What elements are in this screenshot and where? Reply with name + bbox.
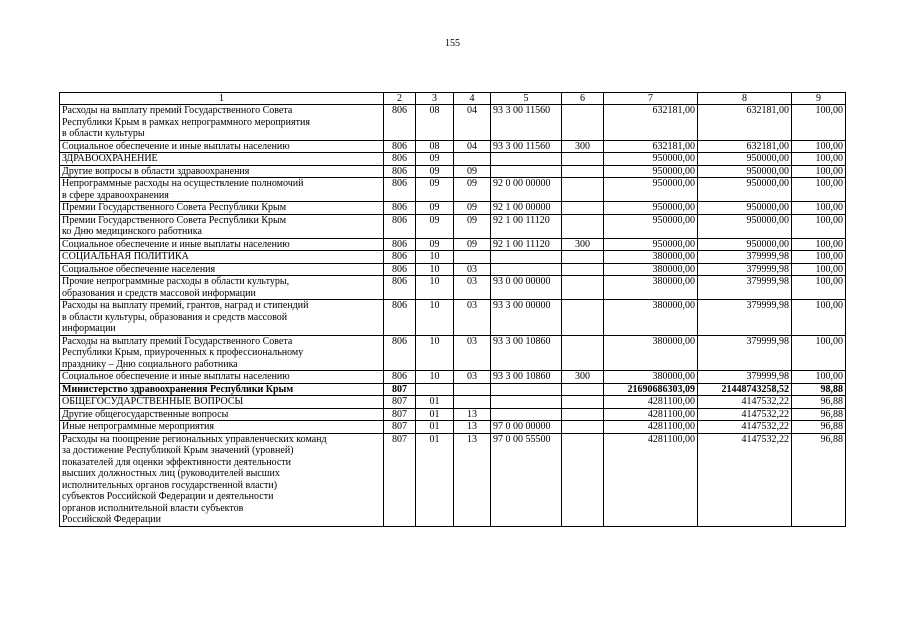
section-code-cell: 08 [416, 140, 454, 153]
planned-amount-cell: 380000,00 [604, 300, 698, 336]
planned-amount-cell: 950000,00 [604, 238, 698, 251]
execution-percent-cell: 100,00 [792, 238, 846, 251]
expense-type-cell [562, 433, 604, 526]
expense-type-cell [562, 335, 604, 371]
page-number: 155 [445, 38, 460, 49]
execution-percent-cell: 100,00 [792, 276, 846, 300]
expense-type-cell [562, 421, 604, 434]
chapter-code-cell: 806 [384, 153, 416, 166]
subsection-code-cell [454, 383, 491, 396]
header-cell-6: 6 [562, 93, 604, 105]
planned-amount-cell: 4281100,00 [604, 421, 698, 434]
row-label-line: Премии Государственного Совета Республики Крым [62, 202, 287, 213]
expense-type-cell [562, 408, 604, 421]
planned-amount-cell: 380000,00 [604, 276, 698, 300]
row-label-cell [60, 165, 384, 178]
row-label-line: Расходы на выплату премий Государственного Совета [62, 335, 293, 347]
row-label-line: Расходы на выплату премий Государственного Совета [62, 105, 293, 116]
planned-amount-cell: 950000,00 [604, 153, 698, 166]
row-label-cell [60, 153, 384, 166]
execution-percent-cell: 96,88 [792, 396, 846, 409]
section-code-cell [416, 383, 454, 396]
header-row [60, 93, 846, 105]
table-row [60, 202, 846, 215]
table-row [60, 263, 846, 276]
row-label-cell [60, 383, 384, 396]
table-row [60, 300, 846, 336]
subsection-code-cell [454, 153, 491, 166]
section-code-cell: 01 [416, 408, 454, 421]
chapter-code-cell: 807 [384, 383, 416, 396]
table-row [60, 396, 846, 409]
row-label-line: Премии Государственного Совета Республики Крым [62, 214, 287, 226]
row-label-line: Республики Крым в рамках непрограммного мероприятия [62, 116, 310, 128]
planned-amount-cell: 380000,00 [604, 251, 698, 264]
planned-amount-cell: 950000,00 [604, 165, 698, 178]
target-article-cell: 93 3 00 11560 [491, 140, 562, 153]
subsection-code-cell: 03 [454, 371, 491, 384]
header-cell-7: 7 [604, 93, 698, 105]
section-code-cell: 09 [416, 153, 454, 166]
expense-type-cell [562, 276, 604, 300]
planned-amount-cell: 4281100,00 [604, 433, 698, 526]
planned-amount-cell: 950000,00 [604, 178, 698, 202]
target-article-cell [491, 408, 562, 421]
section-code-cell: 09 [416, 238, 454, 251]
row-label-line: ко Дню медицинского работника [62, 226, 202, 237]
row-label-line: Социальное обеспечение и иные выплаты населению [62, 371, 290, 382]
execution-percent-cell: 96,88 [792, 408, 846, 421]
execution-percent-cell: 100,00 [792, 165, 846, 178]
section-code-cell: 01 [416, 396, 454, 409]
table-row [60, 408, 846, 421]
row-label-cell [60, 408, 384, 421]
row-label-cell [60, 396, 384, 409]
row-label-line: Иные непрограммные мероприятия [62, 421, 214, 432]
row-label-line: показателей для оценки эффективности деятельности [62, 456, 291, 468]
subsection-code-cell: 03 [454, 263, 491, 276]
executed-amount-cell: 4147532,22 [698, 433, 792, 526]
chapter-code-cell: 806 [384, 178, 416, 202]
executed-amount-cell: 21448743258,52 [698, 383, 792, 396]
subsection-code-cell: 09 [454, 165, 491, 178]
row-label-line: Социальное обеспечение населения [62, 263, 216, 275]
chapter-code-cell: 807 [384, 433, 416, 526]
chapter-code-cell: 806 [384, 371, 416, 384]
executed-amount-cell: 379999,98 [698, 276, 792, 300]
chapter-code-cell: 806 [384, 276, 416, 300]
section-code-cell: 10 [416, 335, 454, 371]
execution-percent-cell: 100,00 [792, 140, 846, 153]
row-label-cell [60, 276, 384, 300]
expense-type-cell [562, 165, 604, 178]
subsection-code-cell: 09 [454, 214, 491, 238]
execution-percent-cell: 98,88 [792, 383, 846, 396]
table-row [60, 433, 846, 526]
section-code-cell: 10 [416, 371, 454, 384]
row-label-line: СОЦИАЛЬНАЯ ПОЛИТИКА [62, 251, 189, 262]
section-code-cell: 10 [416, 263, 454, 276]
target-article-cell: 92 1 00 11120 [491, 238, 562, 251]
table-row [60, 238, 846, 251]
executed-amount-cell: 632181,00 [698, 140, 792, 153]
planned-amount-cell: 632181,00 [604, 105, 698, 141]
chapter-code-cell: 806 [384, 335, 416, 371]
target-article-cell: 92 0 00 00000 [491, 178, 562, 202]
executed-amount-cell: 379999,98 [698, 263, 792, 276]
header-cell-4: 4 [454, 93, 491, 105]
subsection-code-cell: 09 [454, 238, 491, 251]
execution-percent-cell: 100,00 [792, 153, 846, 166]
table-row [60, 276, 846, 300]
header-cell-3: 3 [416, 93, 454, 105]
target-article-cell [491, 165, 562, 178]
section-code-cell: 08 [416, 105, 454, 141]
row-label-line: органов исполнительной власти субъектов [62, 502, 244, 514]
table-row [60, 105, 846, 141]
expense-type-cell [562, 214, 604, 238]
row-label-line: исполнительных органов государственной власти) [62, 479, 278, 491]
row-label-cell [60, 214, 384, 238]
row-label-line: за достижение Республикой Крым значений (уровней) [62, 445, 294, 456]
executed-amount-cell: 950000,00 [698, 214, 792, 238]
execution-percent-cell: 100,00 [792, 251, 846, 264]
executed-amount-cell: 379999,98 [698, 251, 792, 264]
row-label-line: ЗДРАВООХРАНЕНИЕ [62, 153, 158, 164]
expense-type-cell [562, 202, 604, 215]
execution-percent-cell: 100,00 [792, 263, 846, 276]
row-label-line: субъектов Российской Федерации и деятельности [62, 491, 274, 502]
row-label-line: Расходы на выплату премий, грантов, наград и стипендий [62, 300, 309, 311]
planned-amount-cell: 380000,00 [604, 371, 698, 384]
row-label-cell [60, 263, 384, 276]
row-label-line: образования и средств массовой информации [62, 287, 256, 299]
executed-amount-cell: 379999,98 [698, 335, 792, 371]
row-label-line: Другие общегосударственные вопросы [62, 408, 229, 420]
header-cell-5: 5 [491, 93, 562, 105]
target-article-cell: 93 3 00 11560 [491, 105, 562, 141]
target-article-cell: 97 0 00 00000 [491, 421, 562, 434]
section-code-cell: 09 [416, 165, 454, 178]
executed-amount-cell: 950000,00 [698, 202, 792, 215]
row-label-line: Расходы на поощрение региональных управленческих команд [62, 433, 327, 445]
row-label-line: Социальное обеспечение и иные выплаты населению [62, 238, 290, 250]
executed-amount-cell: 4147532,22 [698, 396, 792, 409]
target-article-cell [491, 396, 562, 409]
target-article-cell: 97 0 00 55500 [491, 433, 562, 526]
chapter-code-cell: 806 [384, 263, 416, 276]
table-row [60, 371, 846, 384]
row-label-cell [60, 433, 384, 526]
planned-amount-cell: 950000,00 [604, 202, 698, 215]
expense-type-cell [562, 396, 604, 409]
chapter-code-cell: 806 [384, 251, 416, 264]
chapter-code-cell: 807 [384, 421, 416, 434]
section-code-cell: 09 [416, 178, 454, 202]
row-label-line: Министерство здравоохранения Республики Крым [62, 383, 294, 395]
execution-percent-cell: 100,00 [792, 335, 846, 371]
target-article-cell: 93 3 00 00000 [491, 300, 562, 336]
table-body [60, 105, 846, 527]
row-label-line: Республики Крым, приуроченных к профессиональному [62, 347, 304, 358]
chapter-code-cell: 807 [384, 396, 416, 409]
table-row [60, 153, 846, 166]
chapter-code-cell: 806 [384, 202, 416, 215]
target-article-cell [491, 383, 562, 396]
row-label-line: в области культуры [62, 128, 145, 139]
row-label-line: Прочие непрограммные расходы в области культуры, [62, 276, 290, 287]
executed-amount-cell: 379999,98 [698, 371, 792, 384]
section-code-cell: 01 [416, 421, 454, 434]
row-label-cell [60, 140, 384, 153]
table-row [60, 383, 846, 396]
chapter-code-cell: 806 [384, 140, 416, 153]
subsection-code-cell: 13 [454, 421, 491, 434]
table-row [60, 214, 846, 238]
row-label-cell [60, 251, 384, 264]
section-code-cell: 10 [416, 300, 454, 336]
chapter-code-cell: 806 [384, 238, 416, 251]
execution-percent-cell: 100,00 [792, 178, 846, 202]
header-cell-8: 8 [698, 93, 792, 105]
chapter-code-cell: 806 [384, 214, 416, 238]
execution-percent-cell: 96,88 [792, 421, 846, 434]
expense-type-cell [562, 383, 604, 396]
table-row [60, 140, 846, 153]
section-code-cell: 09 [416, 214, 454, 238]
planned-amount-cell: 950000,00 [604, 214, 698, 238]
row-label-cell [60, 105, 384, 141]
row-label-line: Непрограммные расходы на осуществление полномочий [62, 178, 304, 189]
target-article-cell [491, 263, 562, 276]
row-label-line: Российской Федерации [62, 514, 162, 525]
subsection-code-cell: 09 [454, 202, 491, 215]
row-label-line: Социальное обеспечение и иные выплаты населению [62, 140, 290, 152]
executed-amount-cell: 950000,00 [698, 153, 792, 166]
target-article-cell [491, 153, 562, 166]
header-cell-9: 9 [792, 93, 846, 105]
execution-percent-cell: 96,88 [792, 433, 846, 526]
chapter-code-cell: 807 [384, 408, 416, 421]
execution-percent-cell: 100,00 [792, 214, 846, 238]
subsection-code-cell: 03 [454, 276, 491, 300]
chapter-code-cell: 806 [384, 105, 416, 141]
expense-type-cell [562, 300, 604, 336]
planned-amount-cell: 21690686303,09 [604, 383, 698, 396]
planned-amount-cell: 380000,00 [604, 263, 698, 276]
row-label-line: ОБЩЕГОСУДАРСТВЕННЫЕ ВОПРОСЫ [62, 396, 244, 407]
target-article-cell [491, 251, 562, 264]
row-label-cell [60, 178, 384, 202]
subsection-code-cell [454, 396, 491, 409]
executed-amount-cell: 4147532,22 [698, 421, 792, 434]
budget-table [59, 92, 846, 527]
subsection-code-cell: 03 [454, 335, 491, 371]
row-label-cell [60, 300, 384, 336]
table-row [60, 178, 846, 202]
table-row [60, 165, 846, 178]
table-row [60, 251, 846, 264]
row-label-line: высших должностных лиц (руководителей высших [62, 468, 280, 479]
row-label-cell [60, 238, 384, 251]
planned-amount-cell: 4281100,00 [604, 396, 698, 409]
target-article-cell: 93 3 00 10860 [491, 335, 562, 371]
planned-amount-cell: 380000,00 [604, 335, 698, 371]
section-code-cell: 10 [416, 251, 454, 264]
expense-type-cell: 300 [562, 238, 604, 251]
target-article-cell: 92 1 00 11120 [491, 214, 562, 238]
execution-percent-cell: 100,00 [792, 202, 846, 215]
execution-percent-cell: 100,00 [792, 300, 846, 336]
row-label-cell [60, 421, 384, 434]
executed-amount-cell: 950000,00 [698, 178, 792, 202]
executed-amount-cell: 632181,00 [698, 105, 792, 141]
subsection-code-cell: 13 [454, 408, 491, 421]
row-label-cell [60, 371, 384, 384]
executed-amount-cell: 950000,00 [698, 238, 792, 251]
execution-percent-cell: 100,00 [792, 105, 846, 141]
execution-percent-cell: 100,00 [792, 371, 846, 384]
expense-type-cell [562, 263, 604, 276]
subsection-code-cell [454, 251, 491, 264]
header-cell-2: 2 [384, 93, 416, 105]
chapter-code-cell: 806 [384, 300, 416, 336]
table-row [60, 335, 846, 371]
section-code-cell: 01 [416, 433, 454, 526]
header-cell-1: 1 [60, 93, 384, 105]
subsection-code-cell: 13 [454, 433, 491, 526]
expense-type-cell [562, 105, 604, 141]
row-label-line: в сфере здравоохранения [62, 189, 169, 201]
target-article-cell: 93 0 00 00000 [491, 276, 562, 300]
planned-amount-cell: 4281100,00 [604, 408, 698, 421]
row-label-line: в области культуры, образования и средств массовой [62, 311, 288, 323]
executed-amount-cell: 4147532,22 [698, 408, 792, 421]
row-label-line: празднику – Дню социального работника [62, 358, 238, 370]
expense-type-cell [562, 153, 604, 166]
executed-amount-cell: 379999,98 [698, 300, 792, 336]
target-article-cell: 93 3 00 10860 [491, 371, 562, 384]
subsection-code-cell: 04 [454, 140, 491, 153]
expense-type-cell: 300 [562, 371, 604, 384]
chapter-code-cell: 806 [384, 165, 416, 178]
expense-type-cell: 300 [562, 140, 604, 153]
target-article-cell: 92 1 00 00000 [491, 202, 562, 215]
expense-type-cell [562, 178, 604, 202]
subsection-code-cell: 03 [454, 300, 491, 336]
section-code-cell: 10 [416, 276, 454, 300]
subsection-code-cell: 04 [454, 105, 491, 141]
row-label-line: Другие вопросы в области здравоохранения [62, 165, 250, 177]
table-row [60, 421, 846, 434]
row-label-cell [60, 335, 384, 371]
row-label-cell [60, 202, 384, 215]
row-label-line: информации [62, 323, 116, 334]
section-code-cell: 09 [416, 202, 454, 215]
executed-amount-cell: 950000,00 [698, 165, 792, 178]
expense-type-cell [562, 251, 604, 264]
planned-amount-cell: 632181,00 [604, 140, 698, 153]
subsection-code-cell: 09 [454, 178, 491, 202]
